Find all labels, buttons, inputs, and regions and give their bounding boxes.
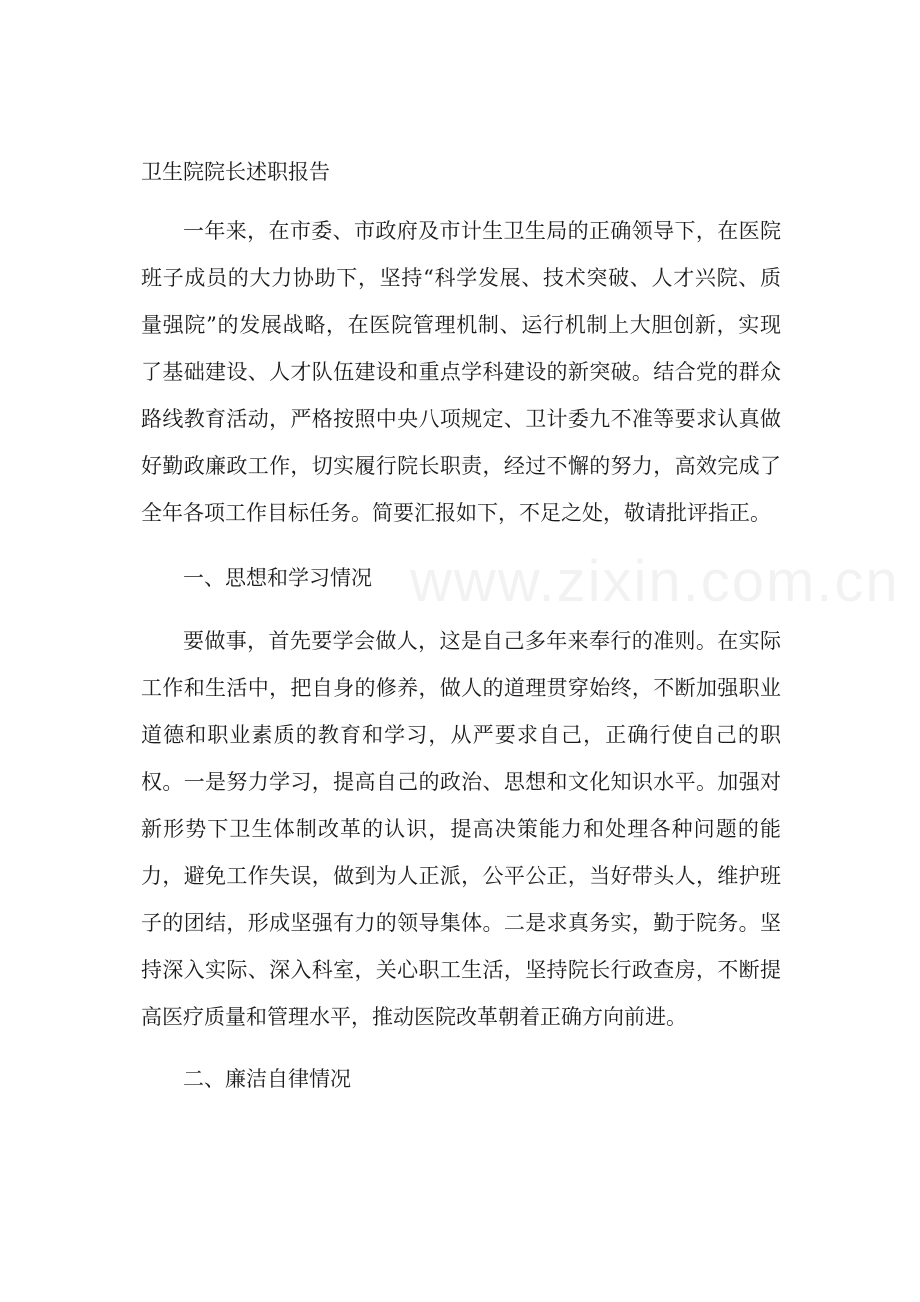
intro-paragraph: 一年来，在市委、市政府及市计生卫生局的正确领导下，在医院班子成员的大力协助下，坚持“科学发展、技术突破、人才兴院、质量强院”的发展战略，在医院管理机制、运行机制上大胆创新，实现了基础建设、人才队伍建设和重点学科建设的新突破。结合党的群众路线教育活动，严格按照中央八项规定、卫计委九不准等要求认真做好勤政廉政工作，切实履行院长职责，经过不懈的努力，高效完成了全年各项工作目标任务。简要汇报如下，不足之处，敬请批评指正。 bbox=[141, 219, 781, 525]
watermark: www.zixin.com.cn bbox=[410, 549, 900, 614]
document-title: 卫生院院长述职报告 bbox=[141, 160, 330, 184]
section-1-paragraph: 要做事，首先要学会做人，这是自己多年来奉行的准则。在实际工作和生活中，把自身的修养，做人的道理贯穿始终，不断加强职业道德和职业素质的教育和学习，从严要求自己，正确行使自己的职权。一是努力学习，提高自己的政治、思想和文化知识水平。加强对新形势下卫生体制改革的认识，提高决策能力和处理各种问题的能力，避免工作失误，做到为人正派，公平公正，当好带头人，维护班子的团结，形成坚强有力的领导集体。二是求真务实，勤于院务。坚持深入实际、深入科室，关心职工生活，坚持院长行政查房，不断提高医疗质量和管理水平，推动医院改革朝着正确方向前进。 bbox=[141, 629, 781, 1029]
section-heading-1: 一、思想和学习情况 bbox=[183, 566, 372, 590]
section-heading-2: 二、廉洁自律情况 bbox=[183, 1067, 351, 1091]
